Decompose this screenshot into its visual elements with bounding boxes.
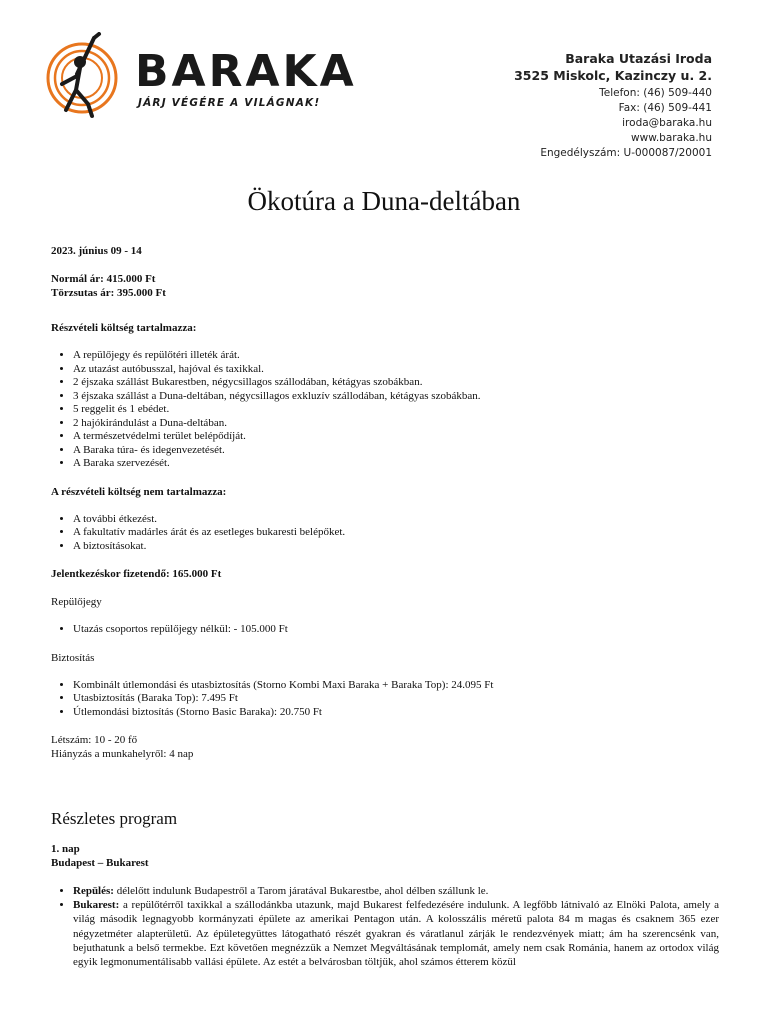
item-text: délelőtt indulunk Budapestről a Tarom járatával Bukarestbe, ahol délben szállunk le. xyxy=(113,885,489,897)
list-item: • Az utazást autóbusszal, hajóval és taxikkal. xyxy=(73,363,719,377)
item-lead: Bukarest: xyxy=(73,899,120,912)
item-text: a repülőtérről taxikkal a szállodánkba utazunk, majd Bukarest felfedezésére indulunk. A legfőbb látnivaló az Elnöki Palota, amely a világ második legnagyobb kormányzati épülete az amerikai Pentagon után. A kolosszális méretű palota 84 m magas és csaknem 365 ezer négyzetméter alapterületű. Az épületegyüttes látogatható részét gyakran és váratlanul zárják le rendezvények miatt; ám ha szerencsénk van, bejuthatunk a belső termekbe. Ezt követően megnézzük a Nemzet Megváltásának templomát, amely nem csak Románia, hanem az ortodox világ egyik legmonumentálisabb vallási épülete. Az estét a belvárosban töltjük, ahol számos étterem közül xyxy=(73,899,719,969)
deposit-amount: Jelentkezéskor fizetendő: 165.000 Ft xyxy=(51,568,222,580)
company-license: Engedélyszám: U-000087/20001 xyxy=(540,147,712,159)
company-name: Baraka Utazási Iroda xyxy=(565,51,712,66)
list-item: • 3 éjszaka szállást a Duna-deltában, négycsillagos exkluzív szállodában, kétágyas szobákban. xyxy=(73,390,719,404)
insurance-list xyxy=(51,679,719,720)
list-item: • 5 reggelit és 1 ebédet. xyxy=(73,403,719,417)
insurance-heading: Biztosítás xyxy=(51,651,95,664)
flight-list xyxy=(51,623,719,637)
list-item: • Utasbiztosítás (Baraka Top): 7.495 Ft xyxy=(73,692,719,706)
flight-heading: Repülőjegy xyxy=(51,596,102,608)
list-item: • A repülőjegy és repülőtéri illeték árát. xyxy=(73,349,719,363)
day-program-list xyxy=(51,884,719,969)
list-item: • A természetvédelmi terület belépődíját. xyxy=(73,430,719,444)
list-item: • A további étkezést. xyxy=(73,513,719,527)
day-route: Budapest – Bukarest xyxy=(51,857,149,869)
list-item: • A biztosításokat. xyxy=(73,540,719,554)
price-member: Törzsutas ár: 395.000 Ft xyxy=(51,287,166,299)
brand-slogan: JÁRJ VÉGÉRE A VILÁGNAK! xyxy=(138,97,321,109)
company-email[interactable]: iroda@baraka.hu xyxy=(622,117,712,129)
company-info xyxy=(514,50,712,161)
list-item: • Útlemondási biztosítás (Storno Basic Baraka): 20.750 Ft xyxy=(73,706,719,720)
company-fax: Fax: (46) 509-441 xyxy=(618,102,712,114)
trip-date: 2023. június 09 - 14 xyxy=(51,245,142,257)
absence-days: Hiányzás a munkahelyről: 4 nap xyxy=(51,748,194,760)
list-item: • A fakultatív madárles árát és az esetleges bukaresti belépőket. xyxy=(73,526,719,540)
price-normal: Normál ár: 415.000 Ft xyxy=(51,273,156,285)
list-item: • 2 éjszaka szállást Bukarestben, négycsillagos szállodában, kétágyas szobákban. xyxy=(73,376,719,390)
included-list xyxy=(51,349,719,471)
day-label: 1. nap xyxy=(51,843,80,855)
list-item: • 2 hajókirándulást a Duna-deltában. xyxy=(73,417,719,431)
program-heading: Részletes program xyxy=(51,809,178,828)
item-lead: Repülés: xyxy=(73,885,114,897)
list-item: • Utazás csoportos repülőjegy nélkül: - 105.000 Ft xyxy=(73,623,719,637)
excluded-heading: A részvételi költség nem tartalmazza: xyxy=(51,485,227,498)
company-address: 3525 Miskolc, Kazinczy u. 2. xyxy=(514,68,712,83)
list-item xyxy=(73,898,719,969)
list-item: • A Baraka szervezését. xyxy=(73,457,719,471)
company-website[interactable]: www.baraka.hu xyxy=(631,132,712,144)
page-title: Ökotúra a Duna-deltában xyxy=(247,186,521,216)
list-item: • A Baraka túra- és idegenvezetését. xyxy=(73,444,719,458)
included-heading: Részvételi költség tartalmazza: xyxy=(51,322,197,334)
list-item xyxy=(73,884,719,898)
document-body xyxy=(51,244,719,969)
brand-wordmark: BARAKA xyxy=(135,46,357,97)
company-phone: Telefon: (46) 509-440 xyxy=(599,87,712,99)
excluded-list xyxy=(51,513,719,554)
list-item: • Kombinált útlemondási és utasbiztosítás (Storno Kombi Maxi Baraka + Baraka Top): 24.095 Ft xyxy=(73,679,719,693)
headcount: Létszám: 10 - 20 fő xyxy=(51,734,138,746)
